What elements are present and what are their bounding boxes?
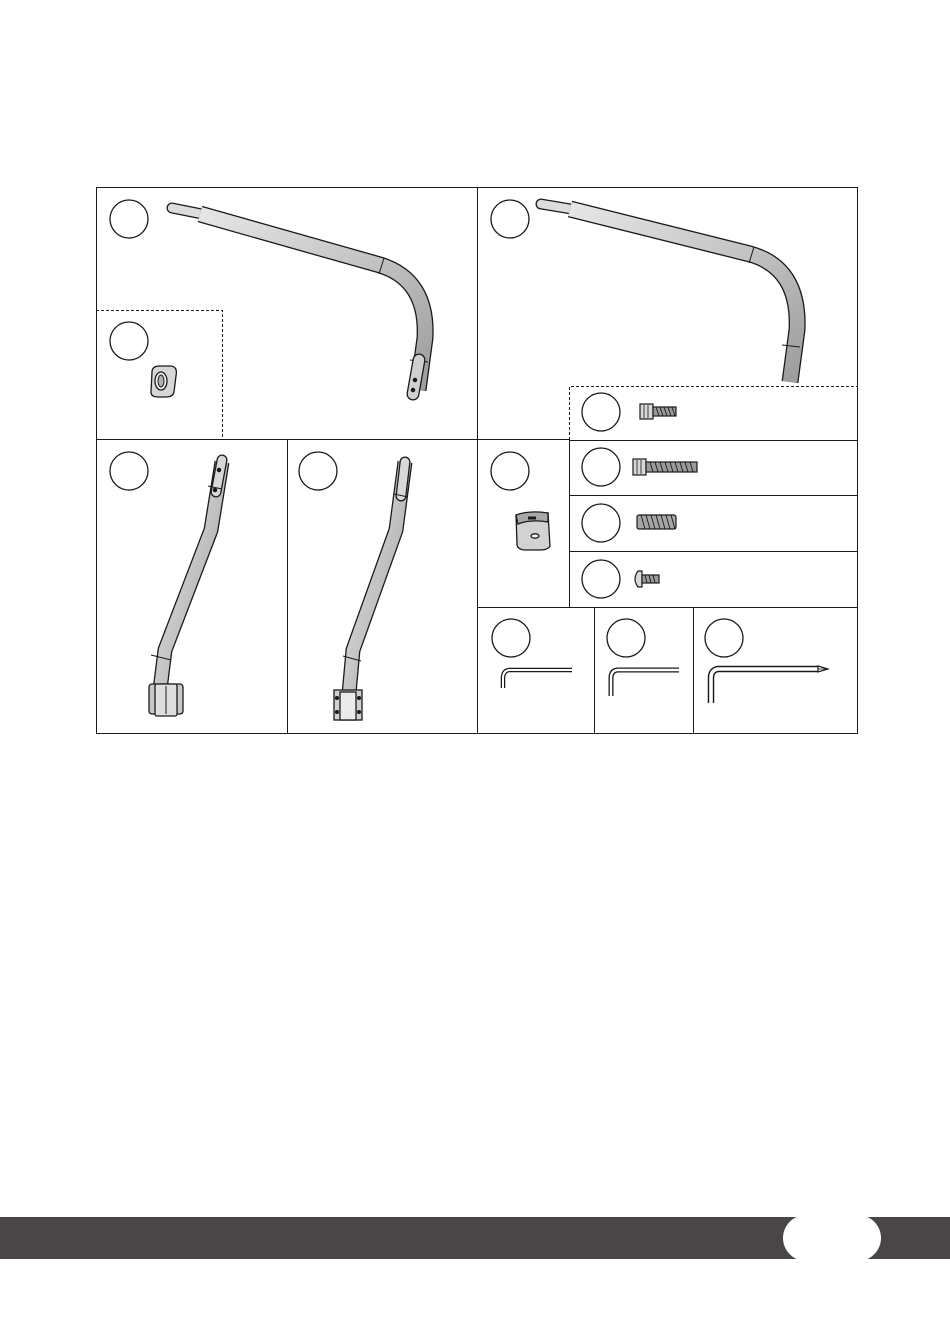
part-number-circle: [492, 619, 530, 657]
part-number-circle: [299, 452, 337, 490]
round-head-screw-illustration: [635, 571, 659, 587]
upper-handlebar-right-illustration: [541, 204, 800, 382]
upper-handlebar-left-illustration: [172, 208, 428, 394]
small-allen-key-illustration: [503, 670, 572, 688]
page-number: [783, 1215, 881, 1261]
part-number-circle: [582, 504, 620, 542]
part-number-circle: [110, 452, 148, 490]
medium-allen-key-illustration: [611, 670, 679, 696]
part-number-circle: [705, 619, 743, 657]
clamp-illustration: [516, 512, 550, 550]
part-number-circle: [491, 452, 529, 490]
part-number-circle: [582, 393, 620, 431]
long-bolt-illustration: [633, 459, 697, 475]
lower-post-right-illustration: [334, 462, 408, 720]
large-allen-key-illustration: [711, 666, 828, 703]
part-number-circle: [110, 200, 148, 238]
parts-grid: [96, 187, 858, 734]
part-number-circle: [582, 560, 620, 598]
part-number-circle: [110, 322, 148, 360]
lower-post-left-illustration: [149, 460, 222, 716]
part-number-circle: [491, 200, 529, 238]
end-cap-illustration: [151, 366, 176, 397]
part-number-circle: [607, 619, 645, 657]
part-number-circle: [582, 448, 620, 486]
threaded-insert-illustration: [637, 515, 676, 529]
short-bolt-illustration: [640, 404, 676, 419]
